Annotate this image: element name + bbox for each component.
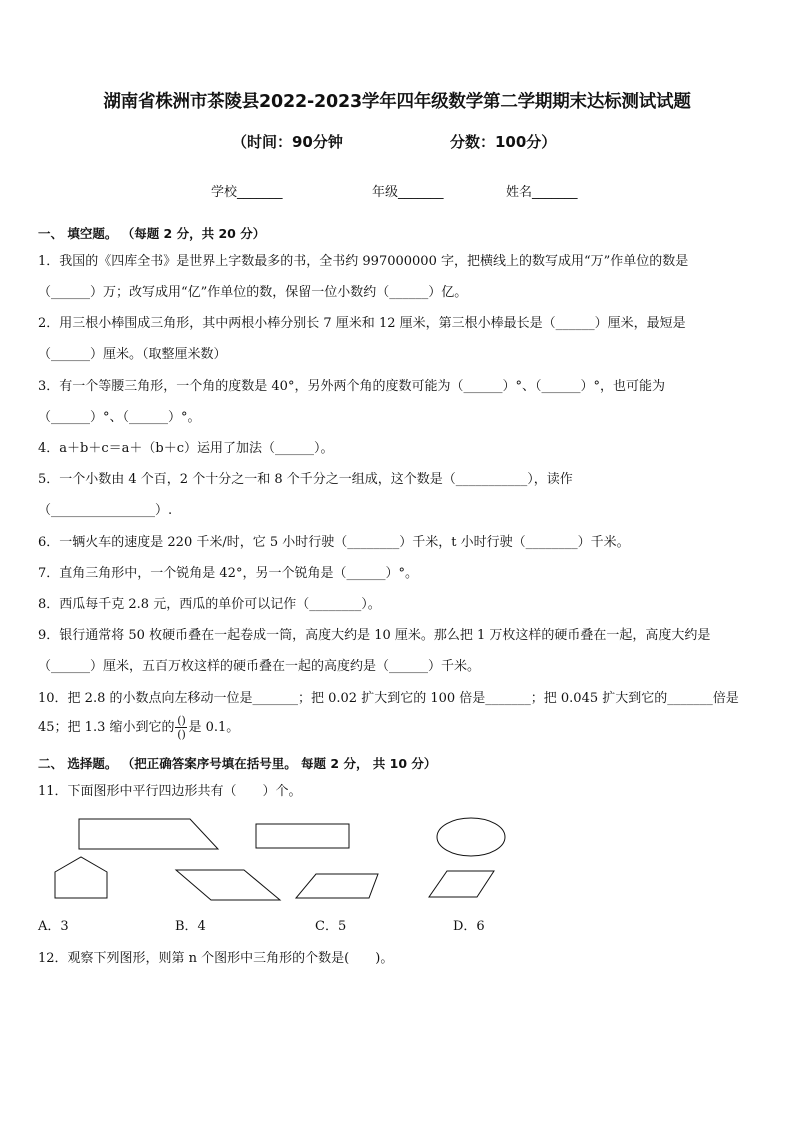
question-8: 8．西瓜每千克 2.8 元，西瓜的单价可以记作（________）。	[38, 597, 381, 612]
option-a: A．3	[38, 919, 69, 934]
question-1-line-1: 1．我国的《四库全书》是世界上字数最多的书，全书约 997000000 字，把横线上的数写成用“万”作单位的数是	[38, 254, 689, 269]
question-5-line-2: （________________）.	[38, 503, 173, 518]
question-2-line-2: （______）厘米。（取整厘米数）	[38, 347, 227, 362]
ellipse-shape	[437, 818, 505, 856]
school-field: 学校_______	[211, 185, 283, 200]
fraction-numerator: ()	[177, 714, 186, 727]
parallelogram-shape-3	[429, 871, 494, 897]
q10-suffix: 是 0.1。	[188, 720, 240, 735]
parallelogram-shape-2	[296, 874, 378, 898]
page-title: 湖南省株洲市茶陵县2022-2023学年四年级数学第二学期期末达标测试试题	[103, 92, 691, 112]
question-9-line-1: 9．银行通常将 50 枚硬币叠在一起卷成一筒，高度大约是 10 厘米。那么把 1 万枚这样的硬币叠在一起，高度大约是	[38, 628, 711, 643]
name-field: 姓名_______	[506, 185, 578, 200]
question-3-line-2: （______）°、（______）°。	[38, 410, 201, 425]
option-d: D．6	[453, 919, 485, 934]
fraction-denominator: ()	[177, 728, 186, 741]
question-7: 7．直角三角形中，一个锐角是 42°，另一个锐角是（______）°。	[38, 566, 418, 581]
question-5-line-1: 5．一个小数由 4 个百，2 个十分之一和 8 个千分之一组成，这个数是（___________），读作	[38, 472, 573, 487]
pentagon-shape	[55, 857, 107, 898]
question-9-line-2: （______）厘米，五百万枚这样的硬币叠在一起的高度约是（______）千米。	[38, 659, 481, 674]
question-11: 11．下面图形中平行四边形共有（ ）个。	[38, 784, 302, 799]
parallelogram-shape-1	[176, 870, 280, 900]
section-heading-2: 二、 选择题。 （把正确答案序号填在括号里。 每题 2 分， 共 10 分）	[38, 756, 437, 771]
section-heading: 一、 填空题。 （每题 2 分，共 20 分）	[38, 226, 266, 241]
question-10-line-1: 10．把 2.8 的小数点向左移动一位是_______；把 0.02 扩大到它的 100 倍是_______；把 0.045 扩大到它的_______倍是	[38, 691, 739, 706]
question-1-line-2: （______）万；改写成用“亿”作单位的数，保留一位小数约（______）亿。	[38, 285, 468, 300]
exam-score: 分数：100分）	[450, 133, 557, 151]
option-b: B．4	[175, 919, 206, 934]
grade-field: 年级_______	[372, 185, 444, 200]
rectangle-shape	[256, 824, 349, 848]
trapezoid-shape	[79, 819, 218, 849]
q10-prefix: 45；把 1.3 缩小到它的	[38, 720, 175, 735]
question-6: 6．一辆火车的速度是 220 千米/时，它 5 小时行驶（________）千米，t 小时行驶（________）千米。	[38, 535, 630, 550]
question-4: 4．a＋b＋c＝a＋（b＋c）运用了加法（______）。	[38, 441, 334, 456]
question-3-line-1: 3．有一个等腰三角形，一个角的度数是 40°，另外两个角的度数可能为（______）°、（______）°，也可能为	[38, 379, 665, 394]
question-2-line-1: 2．用三根小棒围成三角形，其中两根小棒分别长 7 厘米和 12 厘米，第三根小棒最长是（______）厘米，最短是	[38, 316, 686, 331]
exam-time: （时间：90分钟	[232, 133, 343, 151]
option-c: C．5	[315, 919, 347, 934]
question-12: 12．观察下列图形，则第 n 个图形中三角形的个数是( )。	[38, 951, 394, 966]
